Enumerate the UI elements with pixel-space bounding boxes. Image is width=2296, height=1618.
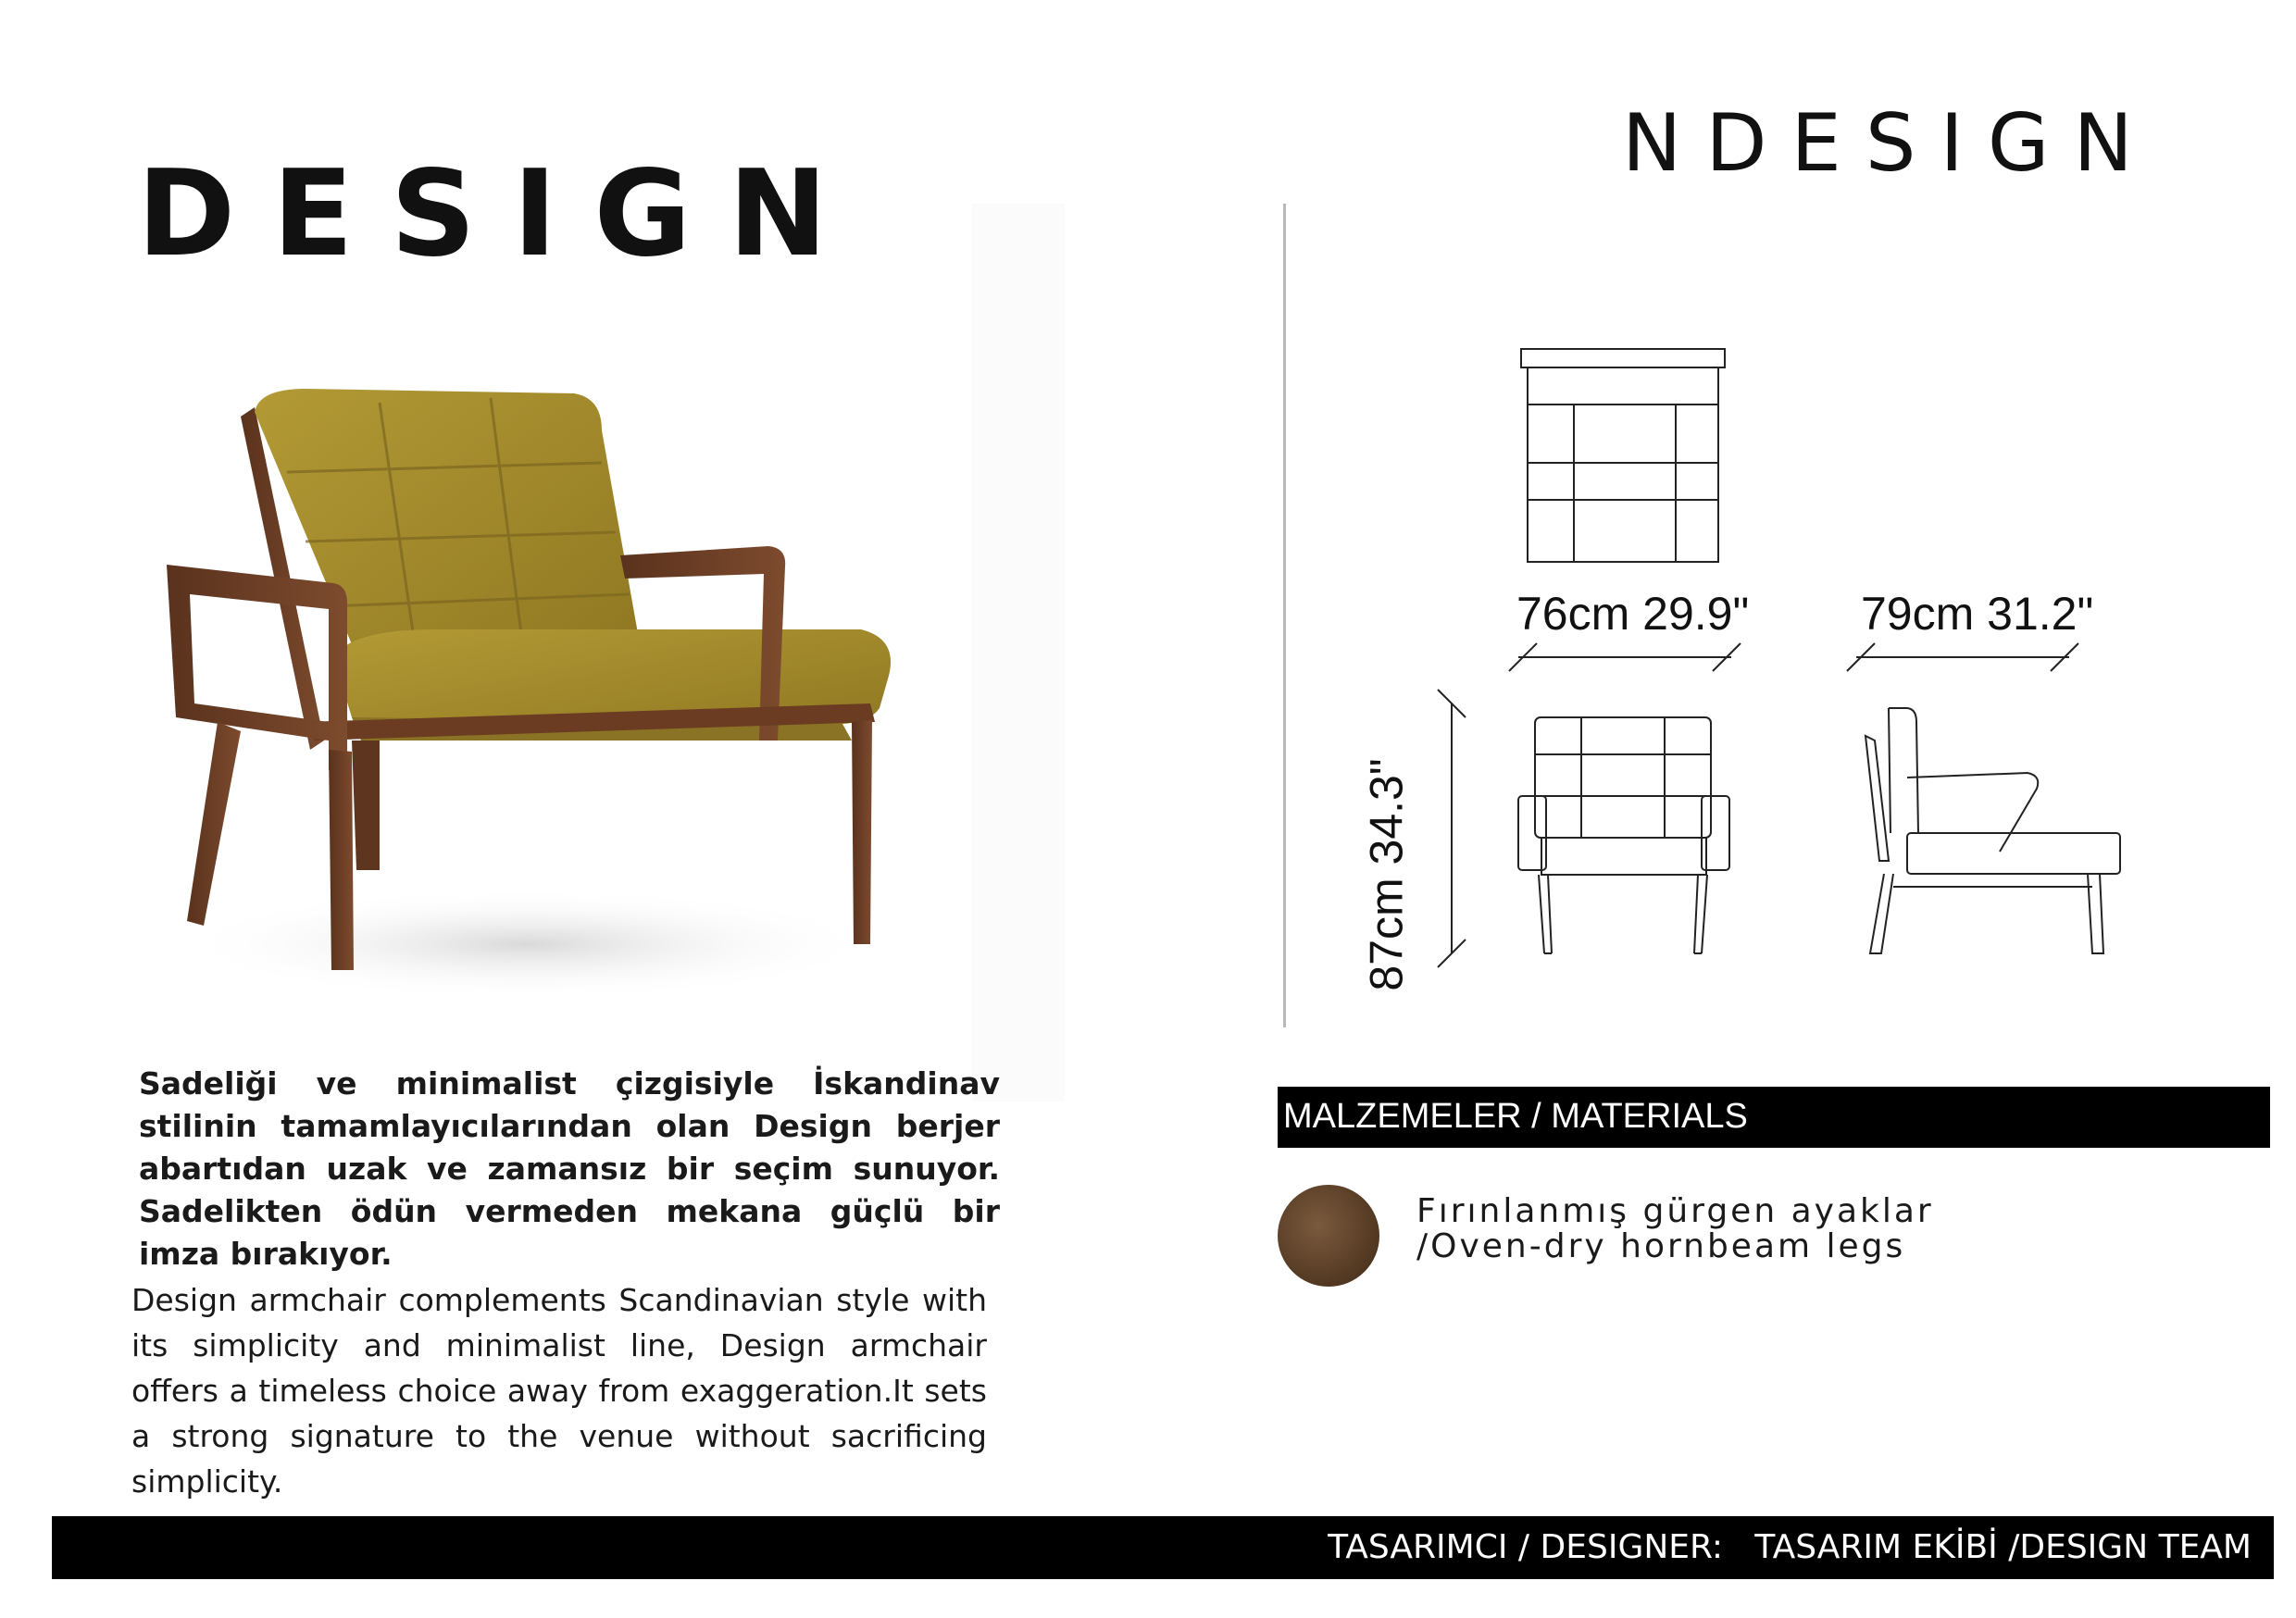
photo-background-strip	[972, 204, 1065, 1101]
vertical-divider	[1283, 204, 1286, 1027]
description-english: Design armchair complements Scandinavian style with its simplicity and minimalist line, Design armchair offers a timeless choice away from exaggeration.It sets a strong signature to the venue without sacrificing simplicity.	[131, 1282, 987, 1500]
description-turkish: Sadeliği ve minimalist çizgisiyle İskandinav stilinin tamamlayıcılarından olan Design berjer abartıdan uzak ve zamansız bir seçim sunuyor. Sadelikten ödün vermeden mekana güçlü bir imza bırakıyor.	[139, 1065, 1000, 1272]
material-item	[1416, 1194, 1934, 1264]
width-dimension-label: 76cm 29.9"	[1516, 588, 1750, 640]
brand-logo: NDESIGN	[1622, 97, 2157, 190]
materials-title: MALZEMELER / MATERIALS	[1283, 1097, 1748, 1136]
depth-dimension-line	[1847, 643, 2078, 671]
depth-dimension-label: 79cm 31.2"	[1861, 588, 2094, 640]
height-dimension-line	[1438, 690, 1466, 967]
top-view-drawing	[1521, 349, 1725, 562]
page-title: DESIGN	[137, 145, 865, 283]
wood-swatch-icon	[1278, 1185, 1379, 1287]
designer-value: TASARIM EKİBİ /DESIGN TEAM	[1754, 1528, 2252, 1566]
armchair-photo	[139, 352, 972, 1037]
front-view-drawing	[1518, 717, 1729, 953]
designer-credit	[1328, 1529, 2252, 1566]
designer-label: TASARIMCI / DESIGNER:	[1328, 1528, 1724, 1566]
technical-drawings	[1352, 315, 2148, 1000]
height-dimension-label: 87cm 34.3"	[1360, 758, 1413, 991]
width-dimension-line	[1509, 643, 1741, 671]
material-name-en: /Oven-dry hornbeam legs	[1416, 1227, 1906, 1265]
material-name-tr: Fırınlanmış gürgen ayaklar	[1416, 1192, 1934, 1230]
side-view-drawing	[1866, 708, 2120, 953]
